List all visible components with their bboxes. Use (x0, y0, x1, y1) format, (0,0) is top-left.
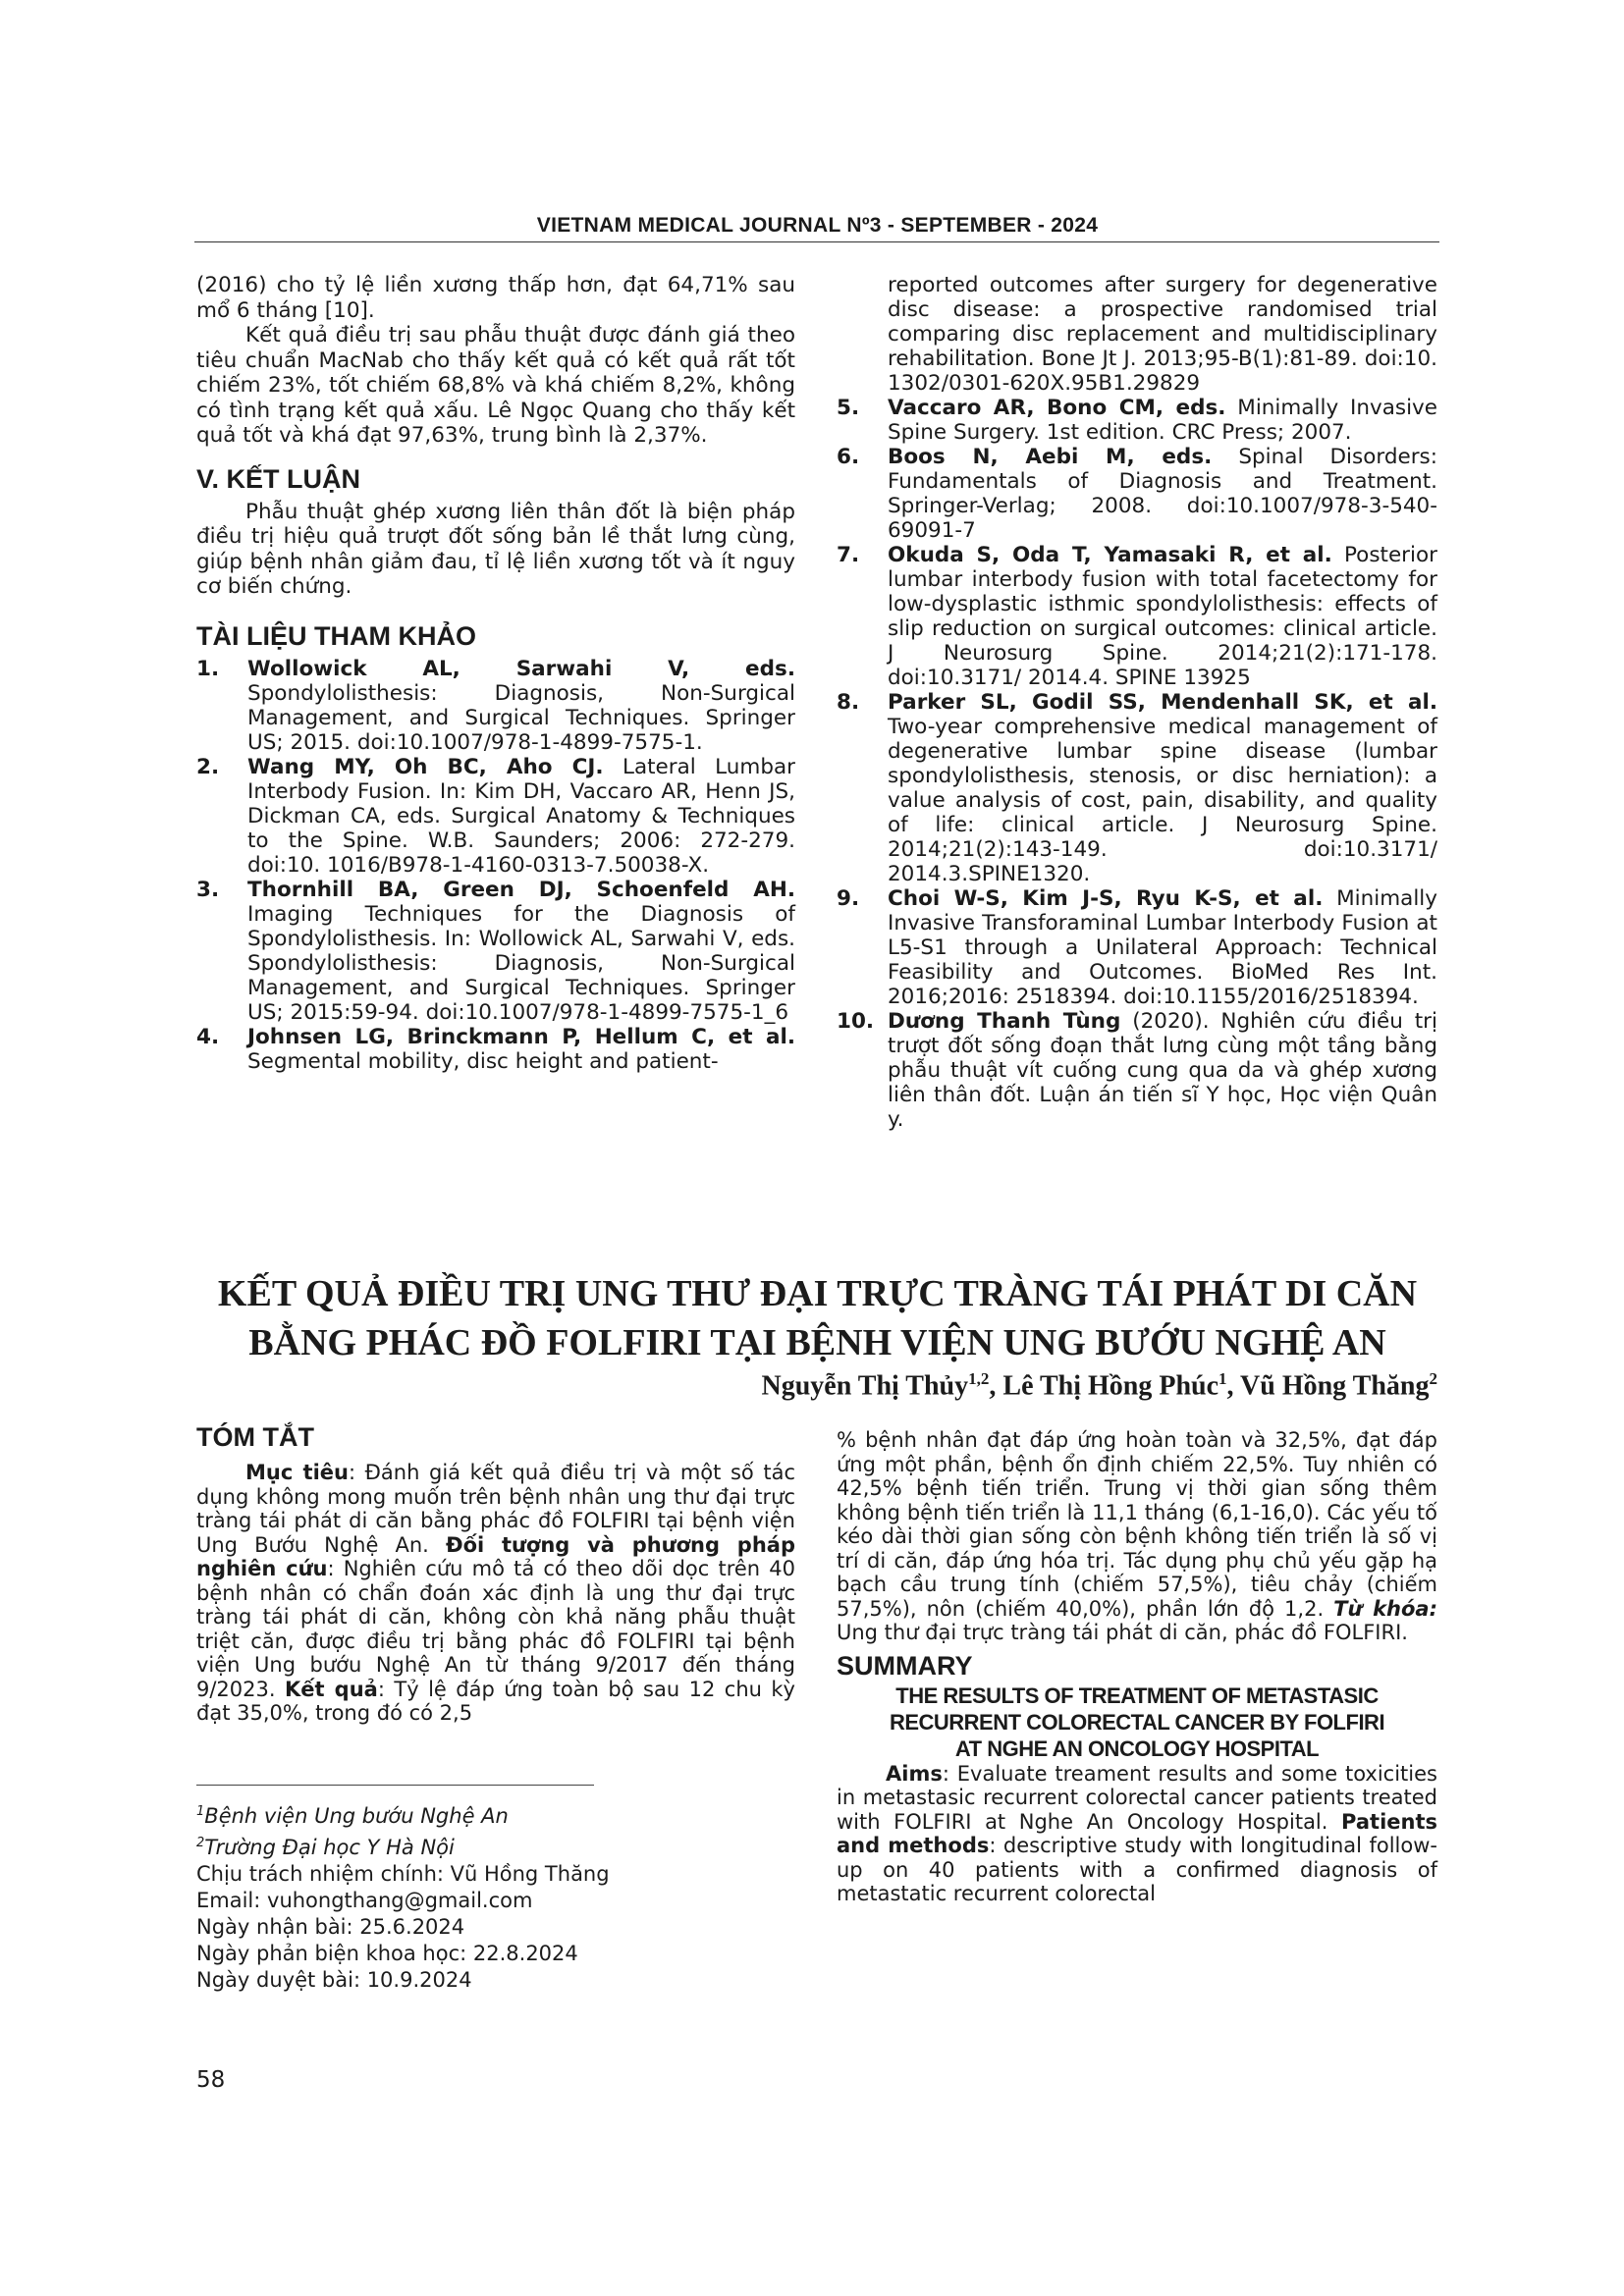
summary-text (837, 1762, 1437, 1906)
reference-authors: Wang MY, Oh BC, Aho CJ. (247, 754, 604, 779)
abstract-text (837, 1428, 1437, 1645)
reference-item (837, 886, 1437, 1009)
reference-item (837, 543, 1437, 690)
methods-text: : Nghiên cứu mô tả có theo dõi dọc trên 40 bệnh nhân có chẩn đoán xác định là ung thư đại trực tràng tái phát di căn, không còn khả năng phẫu thuật triệt căn, được điều trị bằng phác đồ FOLFIRI tại bệnh viện Ung bướu Nghệ An từ tháng 9/2017 đến tháng 9/2023. (196, 1557, 795, 1701)
reference-body (888, 886, 1437, 1009)
keywords-text: Ung thư đại trực tràng tái phát di căn, phác đồ FOLFIRI. (837, 1621, 1408, 1644)
patients-methods-text: : descriptive study with longitudinal follow-up on 40 patients with a confirmed diagnosis of metastatic recurrent colorectal (837, 1834, 1437, 1905)
prev-article-right-column (837, 273, 1437, 1132)
article-title (196, 1269, 1438, 1367)
header-rule (194, 241, 1439, 242)
references-heading: TÀI LIỆU THAM KHẢO (196, 620, 476, 651)
reference-text: Minimally Invasive Transforaminal Lumbar Interbody Fusion at L5-S1 through a Unilateral Approach: Technical Feasibility and Outcomes. BioMed Res Int. 2016;2016: 2518394. doi:10.1155/2016/2518394. (888, 886, 1437, 1009)
reference-authors: Thornhill BA, Green DJ, Schoenfeld AH. (247, 877, 795, 902)
reference-body (247, 878, 795, 1025)
reference-number: 9. (837, 886, 860, 911)
reference-authors: Vaccaro AR, Bono CM, eds. (888, 396, 1226, 420)
author-name: , Vũ Hồng Thăng (1226, 1370, 1430, 1402)
results-text: % bệnh nhân đạt đáp ứng hoàn toàn và 32,5%, đạt đáp ứng một phần, bệnh ổn định chiếm 22,5%. Tuy nhiên có 42,5% bệnh tiến triển. Trung vị thời gian sống thêm không bệnh tiến triển là 11,1 tháng (6,1-16,0). Các yếu tố kéo dài thời gian sống còn bệnh không tiến triển là số vị trí di căn, đáp ứng hóa trị. Tác dụng phụ chủ yếu gặp hạ bạch cầu trung tính (chiếm 57,5%), tiêu chảy (chiếm 57,5%), nôn (chiếm 40,0%), phần lớn độ 1,2. (837, 1428, 1437, 1621)
reference-number: 4. (196, 1024, 220, 1049)
reference-authors: Dương Thanh Tùng (888, 1009, 1121, 1034)
reference-text: Segmental mobility, disc height and patient- (247, 1048, 719, 1074)
reference-body (888, 445, 1437, 543)
reference-body (247, 657, 795, 755)
objective-label: Mục tiêu (245, 1461, 349, 1484)
journal-running-header: VIETNAM MEDICAL JOURNAL Nº3 - SEPTEMBER - 2024 (536, 214, 1099, 237)
reference-item (837, 690, 1437, 886)
keywords-label: Từ khóa: (1333, 1596, 1438, 1621)
aims-text: : Evaluate treament results and some toxicities in metastasic recurrent colorectal cancer patients treated with FOLFIRI at Nghe An Oncology Hospital. (837, 1761, 1437, 1834)
methods-label: Đối tượng và phương pháp nghiên cứu (196, 1532, 795, 1580)
corresponding-email: Email: vuhongthang@gmail.com (196, 1889, 533, 1912)
corresponding-author: Chịu trách nhiệm chính: Vũ Hồng Thăng (196, 1862, 610, 1886)
summary-title-line: THE RESULTS OF TREATMENT OF METASTASIC (895, 1682, 1379, 1708)
footnote-rule (196, 1785, 594, 1786)
aims-label: Aims (886, 1761, 943, 1786)
summary-title-line: AT NGHE AN ONCOLOGY HOSPITAL (954, 1735, 1320, 1761)
reference-text: (2020). Nghiên cứu điều trị trượt đốt sống đoạn thắt lưng cùng một tầng bằng phẫu thuật vít cuống cung qua da và ghép xương liên thân đốt. Luận án tiến sĩ Y học, Học viện Quân y. (888, 1009, 1437, 1132)
reference-item (196, 878, 795, 1025)
abstract-text (196, 1461, 795, 1726)
reference-text: Two-year comprehensive medical management of degenerative lumbar spine disease (lumbar spondylolisthesis, stenosis, or disc herniation): a value analysis of cost, pain, disability, and quality of life: clinical article. J Neurosurg Spine. 2014;21(2):143-149. doi:10.3171/ 2014.3.SPINE1320. (888, 715, 1437, 886)
objective-text: : Đánh giá kết quả điều trị và một số tác dụng không mong muốn trên bệnh nhân ung thư đại trực tràng tái phát di căn bằng phác đồ FOLFIRI tại bệnh viện Ung Bướu Nghệ An. (196, 1461, 795, 1557)
approved-date: Ngày duyệt bài: 10.9.2024 (196, 1968, 472, 1992)
reference-body (247, 1025, 795, 1074)
discussion-paragraph: Kết quả điều trị sau phẫu thuật được đánh giá theo tiêu chuẩn MacNab cho thấy kết quả có kết quả rất tốt chiếm 23%, tốt chiếm 68,8% và khá chiếm 8,2%, không có tình trạng kết quả xấu. Lê Ngọc Quang cho thấy kết quả tốt và khá đạt 97,63%, trung bình là 2,37%. (196, 323, 795, 448)
reference-number: 6. (837, 445, 860, 469)
reference-list (837, 396, 1437, 1132)
reference-number: 1. (196, 656, 220, 681)
conclusion-heading: V. KẾT LUẬN (196, 463, 361, 494)
reference-authors: Wollowick AL, Sarwahi V, eds. (247, 656, 795, 681)
reference-number: 2. (196, 754, 220, 779)
reference-text: Spondylolisthesis: Diagnosis, Non-Surgical Management, and Surgical Techniques. Springer US; 2015. doi:10.1007/978-1-4899-7575-1. (247, 680, 795, 755)
article-title-line: BẰNG PHÁC ĐỒ FOLFIRI TẠI BỆNH VIỆN UNG BƯỚU NGHỆ AN (248, 1322, 1386, 1363)
reference-text: Lateral Lumbar Interbody Fusion. In: Kim DH, Vaccaro AR, Henn JS, Dickman CA, eds. Surgical Anatomy & Techniques to the Spine. W.B. Saunders; 2006: 272-279. doi:10. 1016/B978-1-4160-0313-7.50038-X. (247, 754, 795, 878)
reference-body (888, 543, 1437, 690)
author-affiliation-marker: 2 (1429, 1369, 1437, 1388)
prev-article-left-column (196, 273, 795, 1074)
reference-authors: Johnsen LG, Brinckmann P, Hellum C, et al. (247, 1024, 795, 1049)
reference-number: 8. (837, 690, 860, 715)
reference-text: Minimally Invasive Spine Surgery. 1st edition. CRC Press; 2007. (888, 396, 1437, 445)
reference-number: 5. (837, 396, 860, 420)
reference-body (888, 690, 1437, 886)
article-title-line: KẾT QUẢ ĐIỀU TRỊ UNG THƯ ĐẠI TRỰC TRÀNG TÁI PHÁT DI CĂN (217, 1273, 1418, 1314)
affiliation-footnote: $^1$Bệnh viện Ung bướu Nghệ An (196, 1804, 509, 1828)
reference-number: 7. (837, 543, 860, 567)
reference-item (196, 1025, 795, 1074)
reference-number: 3. (196, 877, 220, 902)
reference-item (837, 1009, 1437, 1132)
abstract-heading: TÓM TẮT (196, 1422, 314, 1452)
results-label: Kết quả (285, 1677, 378, 1701)
reference-body (888, 1009, 1437, 1132)
summary-heading: SUMMARY (837, 1650, 973, 1681)
review-date: Ngày phản biện khoa học: 22.8.2024 (196, 1942, 578, 1965)
reference-list (196, 657, 795, 1074)
reference-body (247, 755, 795, 878)
results-text: : Tỷ lệ đáp ứng toàn bộ sau 12 chu kỳ đạt 35,0%, trong đó có 2,5 (196, 1677, 795, 1725)
reference-item (837, 396, 1437, 445)
reference-text: reported outcomes after surgery for degenerative disc disease: a prospective randomised trial comparing disc replacement and multidisciplinary rehabilitation. Bone Jt J. 2013;95-B(1):81-89. doi:10. 1302/0301-620X.95B1.29829 (888, 273, 1437, 396)
footnotes (196, 1798, 785, 1994)
author-affiliation-marker: 1,2 (968, 1369, 990, 1388)
conclusion-text: Phẫu thuật ghép xương liên thân đốt là biện pháp điều trị hiệu quả trượt đốt sống bản lề thắt lưng cùng, giúp bệnh nhân giảm đau, tỉ lệ liền xương tốt và ít nguy cơ biến chứng. (196, 499, 795, 599)
abstract-left-column (196, 1421, 795, 1726)
summary-title-line: RECURRENT COLORECTAL CANCER BY FOLFIRI (889, 1709, 1385, 1735)
reference-authors: Parker SL, Godil SS, Mendenhall SK, et al. (888, 690, 1437, 715)
abstract-right-column (837, 1428, 1437, 1906)
patients-methods-label: Patients and methods (837, 1809, 1437, 1857)
page-number: 58 (196, 2067, 226, 2093)
article-authors (762, 1369, 1438, 1402)
reference-text: Posterior lumbar interbody fusion with total facetectomy for low-dysplastic isthmic spondylolisthesis: effects of slip reduction on surgical outcomes: clinical article. J Neurosurg Spine. 2014;21(2):171-178. doi:10.3171/ 2014.4. SPINE 13925 (888, 543, 1437, 690)
reference-continuation (837, 273, 1437, 396)
reference-text: Spinal Disorders: Fundamentals of Diagnosis and Treatment. Springer-Verlag; 2008. doi:10.1007/978-3-540-69091-7 (888, 445, 1438, 543)
affiliation-footnote: $^2$Trường Đại học Y Hà Nội (196, 1836, 455, 1859)
author-name: Nguyễn Thị Thủy (761, 1370, 969, 1402)
reference-text: Imaging Techniques for the Diagnosis of Spondylolisthesis. In: Wollowick AL, Sarwahi V, eds. Spondylolisthesis: Diagnosis, Non-Surgical Management, and Surgical Techniques. Springer US; 2015:59-94. doi:10.1007/978-1-4899-7575-1_6 (247, 901, 795, 1025)
reference-number: 10. (837, 1009, 875, 1034)
reference-item (196, 657, 795, 755)
reference-body (888, 396, 1437, 445)
author-affiliation-marker: 1 (1218, 1369, 1227, 1388)
reference-authors: Choi W-S, Kim J-S, Ryu K-S, et al. (888, 886, 1324, 911)
author-name: , Lê Thị Hồng Phúc (989, 1370, 1219, 1402)
reference-item (196, 755, 795, 878)
reference-item (837, 445, 1437, 543)
discussion-paragraph: (2016) cho tỷ lệ liền xương thấp hơn, đạt 64,71% sau mổ 6 tháng [10]. (196, 273, 795, 323)
reference-authors: Boos N, Aebi M, eds. (888, 445, 1213, 469)
reference-authors: Okuda S, Oda T, Yamasaki R, et al. (888, 543, 1332, 567)
received-date: Ngày nhận bài: 25.6.2024 (196, 1915, 465, 1939)
